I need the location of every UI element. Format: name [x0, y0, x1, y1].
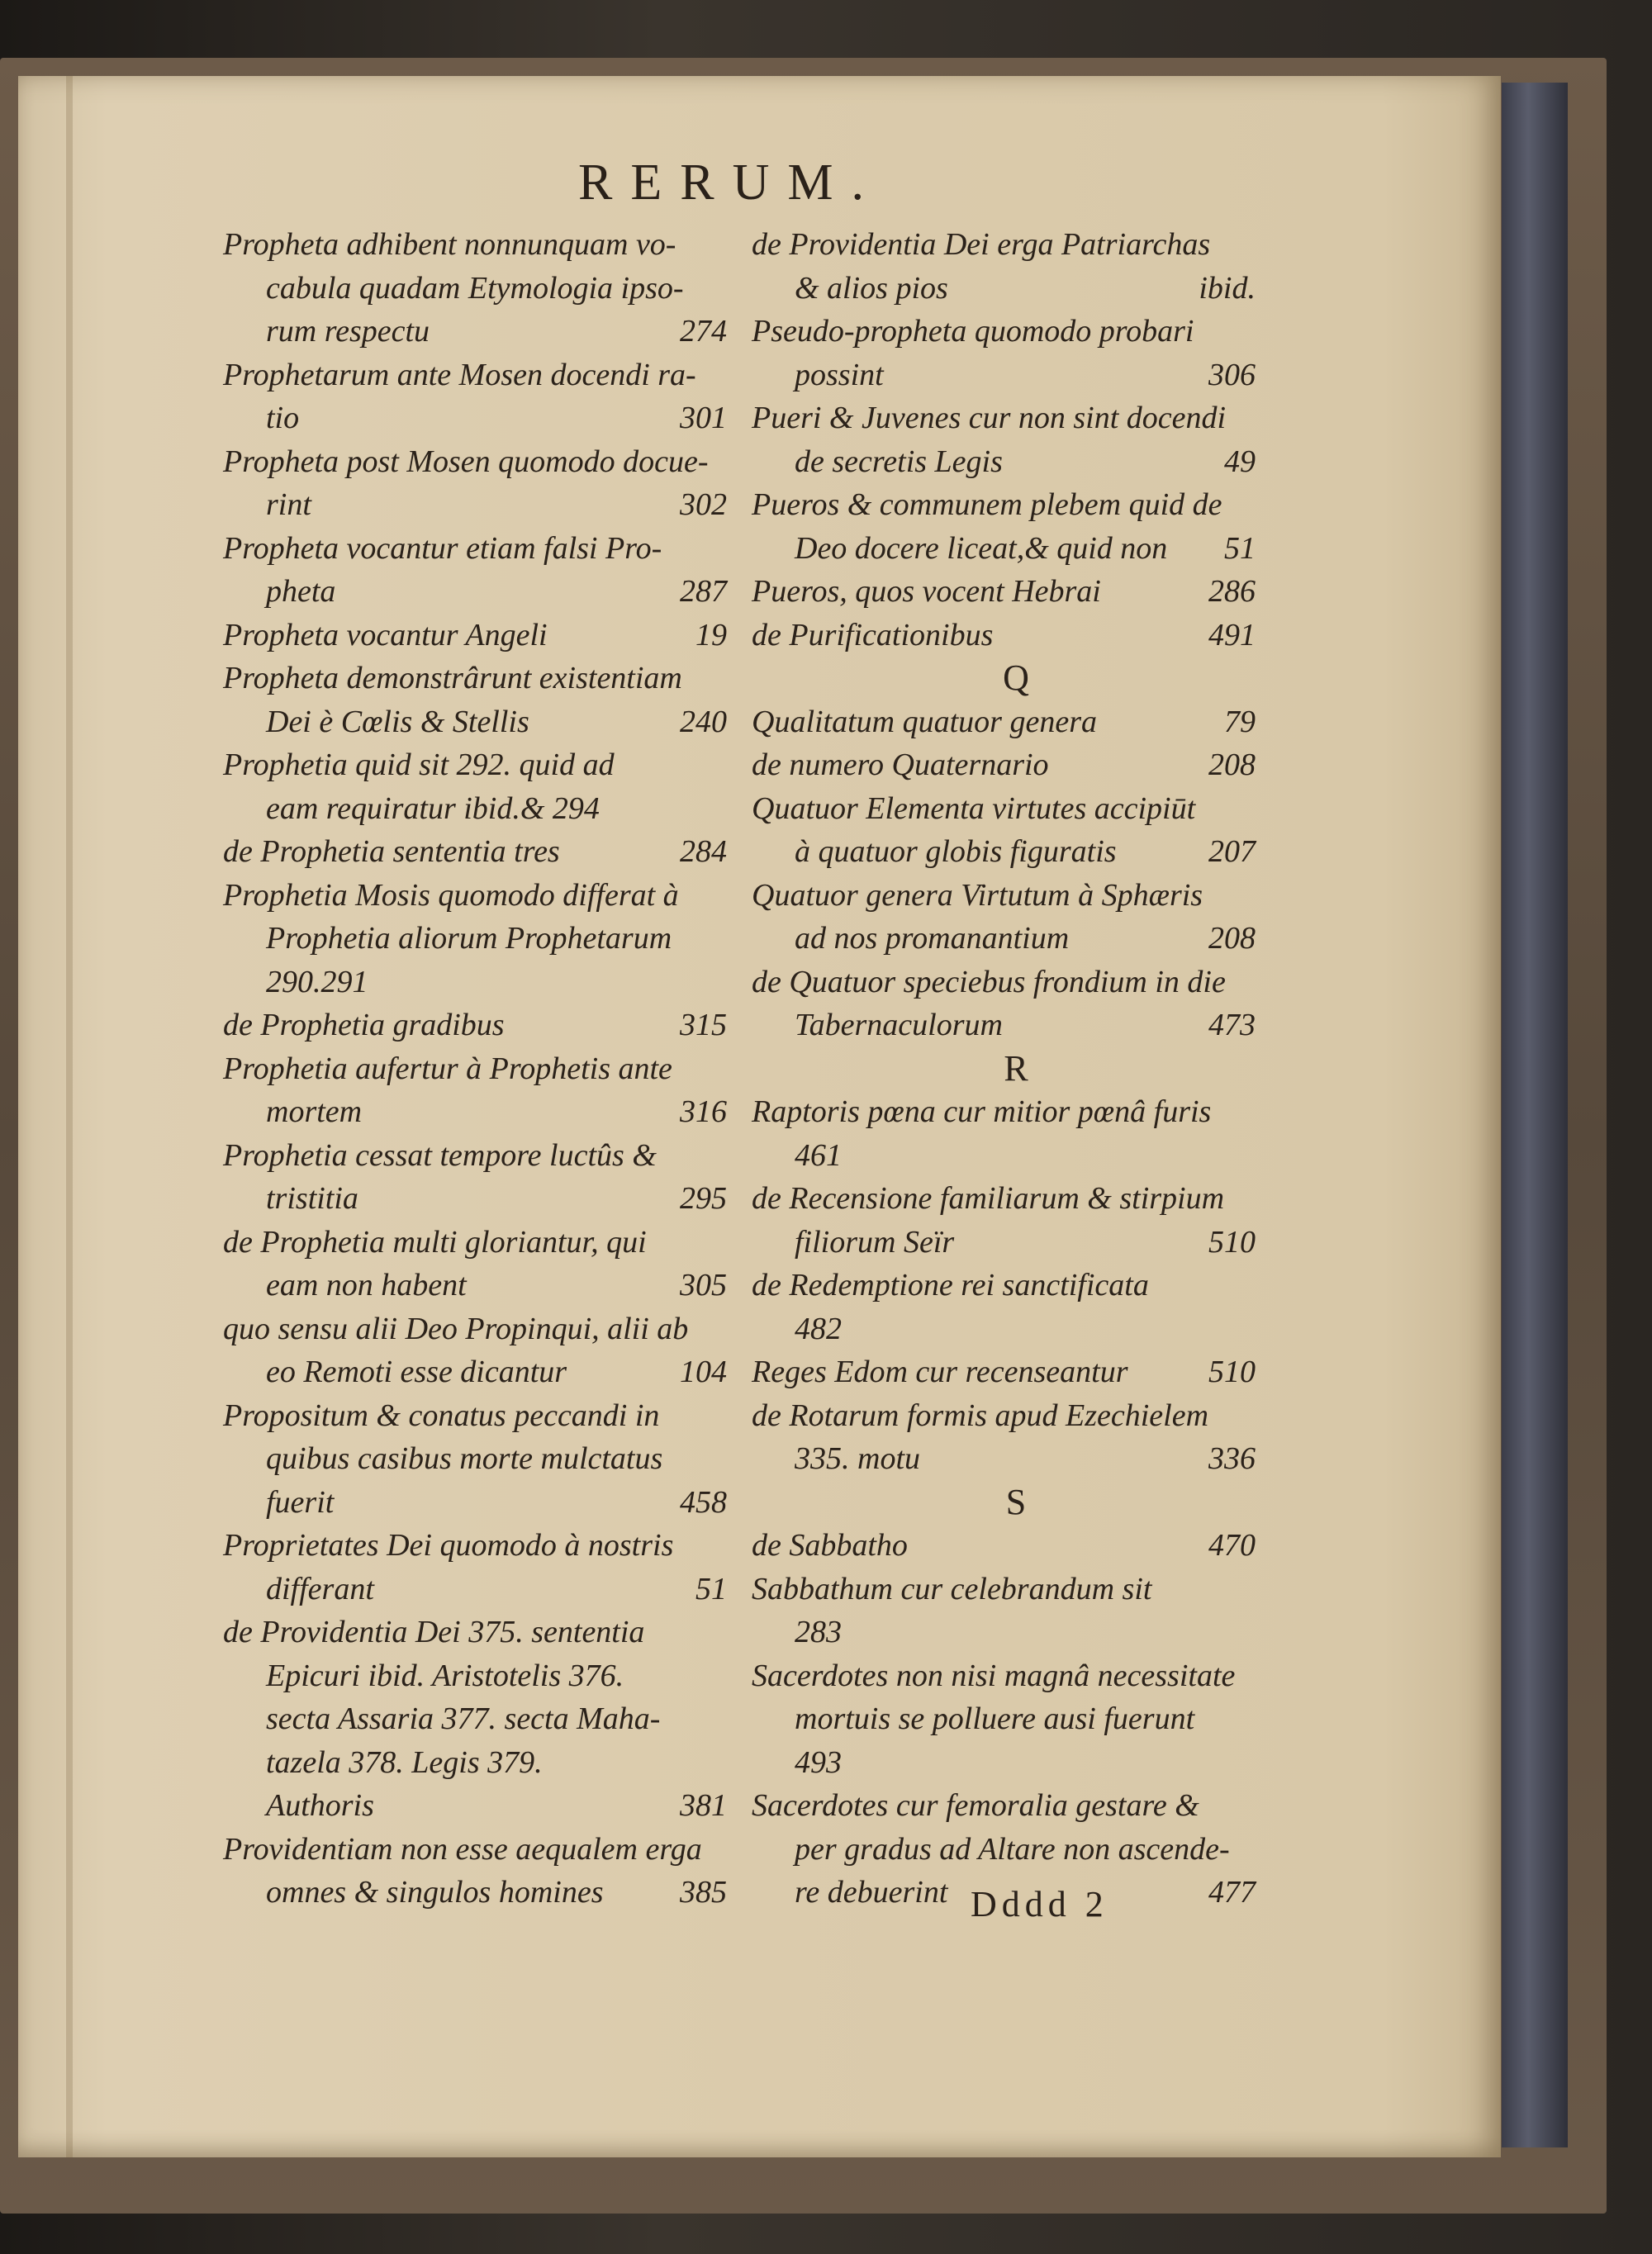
index-entry-line: [752, 1350, 1280, 1394]
index-entry-line: [223, 1741, 752, 1785]
index-entry-text: quibus casibus morte mulctatus: [266, 1441, 663, 1476]
page-reference: 491: [1208, 617, 1256, 652]
section-letter: [752, 657, 1280, 700]
index-entry-text: Propheta adhibent nonnunquam vo-: [223, 227, 676, 262]
index-entry-text: quo sensu alii Deo Propinqui, alii ab: [223, 1311, 689, 1346]
index-entry-text: Raptoris pœna cur mitior pœnâ furis: [752, 1094, 1212, 1129]
marbled-edge: [1502, 83, 1568, 2147]
page-reference: 208: [1208, 747, 1256, 782]
index-entry-line: [752, 310, 1280, 354]
index-entry-text: pheta: [266, 574, 336, 609]
index-entry-line: [752, 614, 1280, 657]
index-entry-text: à quatuor globis figuratis: [795, 834, 1117, 869]
index-entry-line: [223, 570, 752, 614]
index-entry-line: [223, 1134, 752, 1178]
index-entry-text: Propheta vocantur etiam falsi Pro-: [223, 530, 662, 566]
index-entry-line: [752, 396, 1280, 440]
index-entry-text: 290.291: [266, 964, 368, 999]
index-entry-text: R: [1004, 1047, 1028, 1089]
page-reference: 286: [1208, 574, 1256, 609]
index-entry-text: Prophetia cessat tempore luctûs &: [223, 1137, 657, 1173]
index-entry-text: Prophetia aliorum Prophetarum: [266, 921, 672, 956]
running-header: RERUM.: [578, 154, 882, 211]
index-entry-text: Quatuor genera Virtutum à Sphæris: [752, 877, 1203, 913]
index-entry-text: tristitia: [266, 1181, 358, 1216]
page-reference: 458: [680, 1484, 727, 1520]
index-entry-line: [223, 1784, 752, 1828]
index-entry-line: [223, 1437, 752, 1481]
index-entry-text: ad nos promanantium: [795, 921, 1070, 956]
page-reference: 207: [1208, 834, 1256, 869]
page-reference: 104: [680, 1355, 727, 1389]
index-entry-line: [752, 1307, 1280, 1351]
index-entry-text: mortuis se polluere ausi fuerunt: [795, 1701, 1195, 1736]
section-letter: [752, 1047, 1280, 1091]
index-entry-line: [752, 354, 1280, 397]
index-entry-text: Q: [1003, 657, 1029, 698]
index-entry-text: Qualitatum quatuor genera: [752, 704, 1097, 739]
page-reference: 336: [1208, 1441, 1256, 1476]
index-entry-text: de Sabbatho: [752, 1528, 908, 1563]
index-entry-line: [752, 1004, 1280, 1047]
index-entry-line: [223, 700, 752, 744]
index-entry-line: [752, 743, 1280, 787]
index-entry-text: Prophetia Mosis quomodo differat à: [223, 877, 679, 913]
page-reference: ibid.: [1199, 270, 1256, 306]
index-column-left: [223, 223, 752, 1915]
index-entry-line: [223, 830, 752, 874]
index-entry-line: [752, 1134, 1280, 1178]
index-entry-line: [223, 354, 752, 397]
index-entry-line: [752, 1221, 1280, 1265]
page-reference: 274: [680, 314, 727, 349]
index-entry-text: de numero Quaternario: [752, 747, 1049, 782]
index-entry-text: Providentiam non esse aequalem erga: [223, 1831, 702, 1867]
index-entry-line: [223, 1350, 752, 1394]
index-entry-line: [223, 614, 752, 657]
index-entry-text: Deo docere liceat,& quid non: [795, 530, 1168, 566]
index-entry-line: [752, 1177, 1280, 1221]
index-entry-text: 482: [795, 1311, 842, 1346]
index-entry-text: tazela 378. Legis 379.: [266, 1744, 543, 1780]
index-entry-text: Reges Edom cur recenseantur: [752, 1355, 1128, 1389]
index-entry-line: [223, 1047, 752, 1091]
index-entry-text: mortem: [266, 1094, 363, 1129]
index-entry-line: [752, 917, 1280, 961]
index-entry-text: fuerit: [266, 1484, 335, 1520]
index-entry-line: [223, 483, 752, 527]
index-entry-line: [223, 1481, 752, 1525]
index-entry-line: [752, 700, 1280, 744]
index-entry-line: [223, 874, 752, 918]
index-entry-line: [223, 1264, 752, 1307]
index-entry-line: [752, 1090, 1280, 1134]
index-entry-text: Sabbathum cur celebrandum sit: [752, 1571, 1152, 1606]
index-entry-text: Quatuor Elementa virtutes accipiūt: [752, 790, 1196, 826]
index-entry-line: [223, 310, 752, 354]
index-entry-text: differant: [266, 1571, 374, 1606]
index-entry-text: de Providentia Dei erga Patriarchas: [752, 227, 1211, 262]
index-entry-text: re debuerint: [795, 1875, 948, 1910]
index-entry-text: 335. motu: [795, 1441, 920, 1476]
index-entry-line: [752, 440, 1280, 484]
index-entry-line: [752, 570, 1280, 614]
index-entry-text: filiorum Seïr: [795, 1224, 955, 1260]
index-entry-line: [752, 1524, 1280, 1568]
index-entry-text: de Purificationibus: [752, 617, 994, 652]
index-entry-text: de Rotarum formis apud Ezechielem: [752, 1397, 1209, 1433]
index-entry-line: [223, 787, 752, 831]
index-entry-text: rum respectu: [266, 314, 430, 349]
page-reference: 510: [1208, 1224, 1256, 1260]
index-entry-text: de Recensione familiarum & stirpium: [752, 1181, 1225, 1216]
index-entry-text: eam requiratur ibid.& 294: [266, 790, 600, 826]
page-reference: 477: [1208, 1875, 1256, 1910]
page-reference: 315: [680, 1008, 727, 1042]
index-entry-line: [752, 1264, 1280, 1307]
index-entry-line: [752, 1568, 1280, 1611]
index-entry-line: [223, 1221, 752, 1265]
page-reference: 79: [1224, 704, 1256, 739]
index-entry-text: eo Remoti esse dicantur: [266, 1355, 567, 1389]
index-entry-line: [223, 1697, 752, 1741]
page-reference: 473: [1208, 1008, 1256, 1042]
page-reference: 510: [1208, 1355, 1256, 1389]
index-entry-text: Propheta post Mosen quomodo docue-: [223, 444, 709, 479]
index-entry-line: [223, 1654, 752, 1698]
index-entry-line: [223, 396, 752, 440]
page-reference: 302: [680, 487, 727, 522]
index-entry-line: [223, 657, 752, 700]
index-entry-text: Tabernaculorum: [795, 1008, 1003, 1042]
index-entry-text: Propheta vocantur Angeli: [223, 617, 548, 652]
index-entry-text: Pseudo-propheta quomodo probari: [752, 314, 1194, 349]
index-entry-line: [223, 1177, 752, 1221]
index-entry-text: 493: [795, 1744, 842, 1780]
index-entry-text: omnes & singulos homines: [266, 1875, 604, 1910]
index-entry-line: [752, 830, 1280, 874]
index-entry-line: [752, 527, 1280, 571]
index-entry-line: [223, 917, 752, 961]
index-entry-text: de Quatuor speciebus frondium in die: [752, 964, 1226, 999]
index-entry-line: [752, 1394, 1280, 1438]
page-reference: 301: [680, 401, 727, 435]
index-entry-line: [223, 1611, 752, 1654]
index-entry-text: Epicuri ibid. Aristotelis 376.: [266, 1658, 624, 1693]
index-entry-text: Sacerdotes cur femoralia gestare &: [752, 1788, 1199, 1823]
index-entry-text: de Providentia Dei 375. sententia: [223, 1615, 645, 1649]
index-entry-line: [223, 1394, 752, 1438]
index-entry-text: Pueros, quos vocent Hebrai: [752, 574, 1101, 609]
index-entry-line: [752, 223, 1280, 267]
index-entry-line: [223, 1090, 752, 1134]
index-entry-text: de Redemptione rei sanctificata: [752, 1268, 1149, 1303]
index-entry-text: rint: [266, 487, 311, 522]
index-entry-line: [752, 1611, 1280, 1654]
index-entry-line: [223, 1568, 752, 1611]
index-entry-line: [223, 743, 752, 787]
page-reference: 284: [680, 834, 727, 869]
index-entry-line: [752, 961, 1280, 1004]
page-reference: 316: [680, 1094, 727, 1129]
index-entry-text: 283: [795, 1615, 842, 1649]
index-entry-line: [223, 1307, 752, 1351]
page-reference: 19: [695, 617, 727, 652]
signature-mark: Dddd 2: [971, 1884, 1108, 1924]
index-entry-text: Pueros & communem plebem quid de: [752, 487, 1222, 522]
index-entry-text: de Prophetia gradibus: [223, 1008, 505, 1042]
page-reference: 208: [1208, 921, 1256, 956]
index-entry-text: eam non habent: [266, 1268, 467, 1303]
index-entry-text: de Prophetia multi gloriantur, qui: [223, 1224, 647, 1260]
index-entry-line: [752, 787, 1280, 831]
page-reference: 240: [680, 704, 727, 739]
index-entry-text: Pueri & Juvenes cur non sint docendi: [752, 401, 1227, 435]
index-entry-line: [752, 1437, 1280, 1481]
index-entry-text: & alios pios: [795, 270, 948, 306]
index-entry-line: [752, 1697, 1280, 1741]
index-entry-text: Propheta demonstrârunt existentiam: [223, 661, 682, 695]
index-entry-text: Prophetarum ante Mosen docendi ra-: [223, 357, 696, 392]
page-reference: 51: [1224, 530, 1256, 566]
index-entry-text: possint: [795, 357, 884, 392]
index-entry-text: tio: [266, 401, 300, 435]
index-entry-text: de Prophetia sententia tres: [223, 834, 560, 869]
index-entry-text: Dei è Cœlis & Stellis: [266, 704, 529, 739]
index-entry-text: Authoris: [266, 1788, 374, 1823]
index-entry-line: [752, 1654, 1280, 1698]
page-reference: 306: [1208, 357, 1256, 392]
index-entry-text: Prophetia aufertur à Prophetis ante: [223, 1051, 672, 1086]
index-entry-text: Proprietates Dei quomodo à nostris: [223, 1528, 674, 1563]
page-reference: 51: [695, 1571, 727, 1606]
index-entry-line: [752, 1784, 1280, 1828]
index-entry-line: [752, 483, 1280, 527]
page-reference: 295: [680, 1181, 727, 1216]
index-entry-line: [223, 961, 752, 1004]
page-reference: 470: [1208, 1528, 1256, 1563]
index-entry-line: [223, 1004, 752, 1047]
index-entry-text: cabula quadam Etymologia ipso-: [266, 270, 684, 306]
index-entry-line: [223, 440, 752, 484]
index-entry-line: [223, 1524, 752, 1568]
index-entry-text: de secretis Legis: [795, 444, 1003, 479]
index-entry-text: per gradus ad Altare non ascende-: [795, 1831, 1230, 1867]
index-entry-line: [223, 267, 752, 311]
index-entry-line: [752, 874, 1280, 918]
index-entry-text: secta Assaria 377. secta Maha-: [266, 1701, 661, 1736]
page-reference: 287: [680, 574, 727, 609]
index-entry-text: 461: [795, 1137, 842, 1173]
index-entry-line: [223, 527, 752, 571]
index-entry-line: [752, 267, 1280, 311]
page-gutter: [66, 76, 73, 2157]
index-entry-text: Sacerdotes non nisi magnâ necessitate: [752, 1658, 1236, 1693]
page-reference: 305: [680, 1268, 727, 1303]
page-reference: 381: [680, 1788, 727, 1823]
index-entry-line: [223, 1871, 752, 1915]
index-entry-line: [223, 223, 752, 267]
index-entry-line: [752, 1828, 1280, 1872]
page-reference: 385: [680, 1875, 727, 1910]
page-reference: 49: [1224, 444, 1256, 479]
index-entry-text: S: [1005, 1481, 1027, 1522]
index-entry-line: [223, 1828, 752, 1872]
index-entry-line: [752, 1741, 1280, 1785]
index-column-right: [752, 223, 1280, 1915]
index-entry-text: Propositum & conatus peccandi in: [223, 1397, 660, 1433]
index-entry-text: Prophetia quid sit 292. quid ad: [223, 747, 615, 782]
section-letter: [752, 1481, 1280, 1525]
